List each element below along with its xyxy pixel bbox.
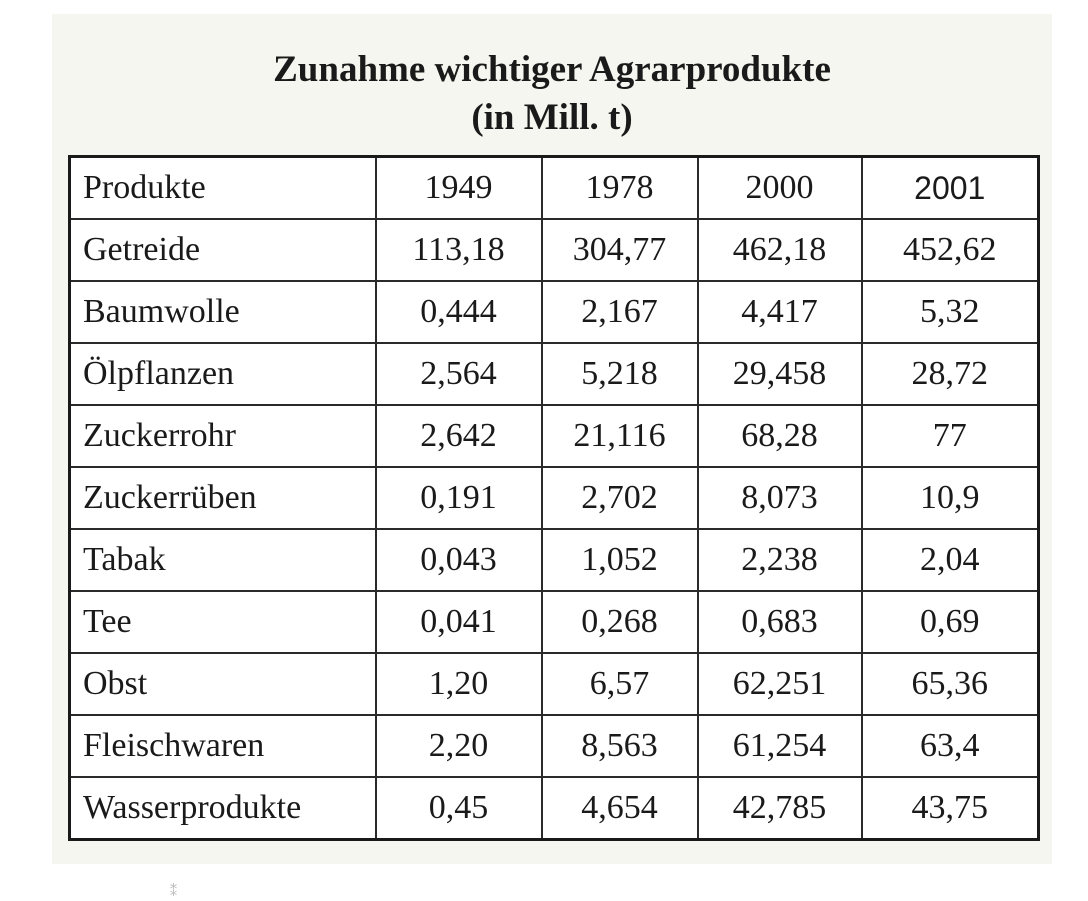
table-cell: 2,20	[376, 715, 542, 777]
table-row	[70, 529, 1039, 591]
table-cell: 77	[862, 405, 1039, 467]
table-cell: 2,642	[376, 405, 542, 467]
table-row	[70, 281, 1039, 343]
table-cell: 63,4	[862, 715, 1039, 777]
table-cell: 8,563	[542, 715, 698, 777]
page-title	[52, 46, 1052, 142]
table-cell: 4,417	[698, 281, 862, 343]
table-row	[70, 405, 1039, 467]
table-cell: 2,702	[542, 467, 698, 529]
table-cell: 0,69	[862, 591, 1039, 653]
table-cell: 21,116	[542, 405, 698, 467]
table-cell: 5,218	[542, 343, 698, 405]
table-row	[70, 777, 1039, 840]
table-cell: 2,167	[542, 281, 698, 343]
table-cell: 4,654	[542, 777, 698, 840]
table-header-row	[70, 157, 1039, 220]
table-cell: 8,073	[698, 467, 862, 529]
table-row	[70, 653, 1039, 715]
table-cell: 304,77	[542, 219, 698, 281]
table-cell: 0,683	[698, 591, 862, 653]
table-cell: 10,9	[862, 467, 1039, 529]
production-table	[68, 155, 1040, 841]
table-cell: 62,251	[698, 653, 862, 715]
column-header-2001: 2001	[862, 157, 1039, 220]
row-label: Obst	[70, 653, 376, 715]
table-cell: 2,238	[698, 529, 862, 591]
row-label: Tee	[70, 591, 376, 653]
table-cell: 0,45	[376, 777, 542, 840]
table-cell: 61,254	[698, 715, 862, 777]
table-cell: 1,052	[542, 529, 698, 591]
row-label: Zuckerrüben	[70, 467, 376, 529]
table-cell: 42,785	[698, 777, 862, 840]
table-cell: 68,28	[698, 405, 862, 467]
table-cell: 1,20	[376, 653, 542, 715]
table-cell: 113,18	[376, 219, 542, 281]
title-line-2: (in Mill. t)	[471, 97, 633, 138]
table-cell: 0,041	[376, 591, 542, 653]
row-label: Ölpflanzen	[70, 343, 376, 405]
table-cell: 2,04	[862, 529, 1039, 591]
row-label: Wasserprodukte	[70, 777, 376, 840]
table-cell: 65,36	[862, 653, 1039, 715]
table-cell: 6,57	[542, 653, 698, 715]
table-cell: 462,18	[698, 219, 862, 281]
table-row	[70, 467, 1039, 529]
table-cell: 5,32	[862, 281, 1039, 343]
row-label: Fleischwaren	[70, 715, 376, 777]
row-label: Baumwolle	[70, 281, 376, 343]
table-cell: 0,268	[542, 591, 698, 653]
table-cell: 0,191	[376, 467, 542, 529]
title-line-1: Zunahme wichtiger Agrarprodukte	[273, 49, 831, 90]
table-row	[70, 343, 1039, 405]
column-header-products: Produkte	[70, 157, 376, 220]
table-row	[70, 219, 1039, 281]
table-row	[70, 715, 1039, 777]
column-header-1949: 1949	[376, 157, 542, 220]
row-label: Tabak	[70, 529, 376, 591]
row-label: Zuckerrohr	[70, 405, 376, 467]
table-cell: 43,75	[862, 777, 1039, 840]
table-cell: 28,72	[862, 343, 1039, 405]
table-cell: 2,564	[376, 343, 542, 405]
table-cell: 0,444	[376, 281, 542, 343]
scan-artifact-mark: ⁑	[170, 885, 177, 900]
table-cell: 29,458	[698, 343, 862, 405]
column-header-2000: 2000	[698, 157, 862, 220]
column-header-1978: 1978	[542, 157, 698, 220]
row-label: Getreide	[70, 219, 376, 281]
table-row	[70, 591, 1039, 653]
table-cell: 452,62	[862, 219, 1039, 281]
table-cell: 0,043	[376, 529, 542, 591]
